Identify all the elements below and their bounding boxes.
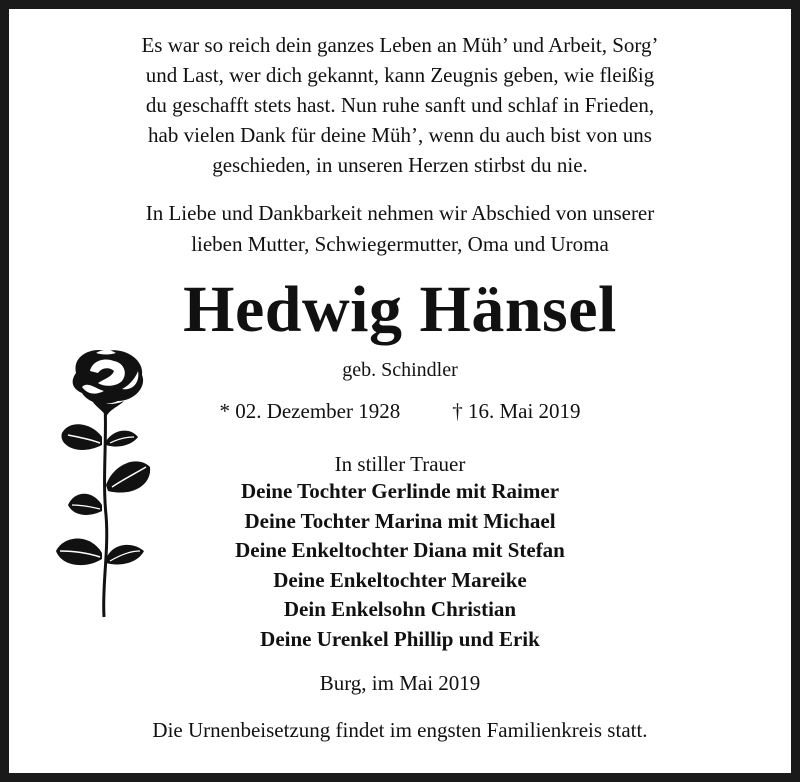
mourner-entry: Deine Tochter Gerlinde mit Raimer — [240, 479, 560, 503]
mourner-entry: Dein Enkelsohn Christian — [283, 597, 517, 621]
place-and-date: Burg, im Mai 2019 — [319, 671, 481, 695]
intro-line: lieben Mutter, Schwiegermutter, Oma und Uroma — [191, 232, 609, 256]
poem-line: hab vielen Dank für deine Müh’, wenn du auch bist von uns — [148, 123, 652, 147]
mourner-entry: Deine Urenkel Phillip und Erik — [260, 626, 540, 651]
rose-icon — [52, 345, 157, 620]
poem-line: du geschafft stets hast. Nun ruhe sanft und schlaf in Frieden, — [145, 93, 655, 117]
maiden-name: geb. Schindler — [342, 359, 458, 381]
burial-note: Die Urnenbeisetzung findet im engsten Familienkreis statt. — [152, 718, 648, 742]
mourning-heading: In stiller Trauer — [334, 452, 466, 476]
mourner-entry: Deine Enkeltochter Diana mit Stefan — [235, 538, 565, 562]
memorial-poem — [0, 30, 800, 180]
birth-date: * 02. Dezember 1928 — [219, 399, 401, 423]
farewell-intro — [0, 198, 800, 260]
deceased-name: Hedwig Hänsel — [183, 273, 617, 346]
intro-line: In Liebe und Dankbarkeit nehmen wir Abschied von unserer — [145, 201, 655, 225]
poem-line: geschieden, in unseren Herzen stirbst du nie. — [212, 153, 588, 177]
death-date: † 16. Mai 2019 — [452, 399, 581, 423]
poem-line: Es war so reich dein ganzes Leben an Müh’ und Arbeit, Sorg’ — [141, 33, 659, 57]
poem-line: und Last, wer dich gekannt, kann Zeugnis geben, wie fleißig — [145, 63, 655, 87]
mourner-entry: Deine Tochter Marina mit Michael — [244, 508, 556, 533]
mourner-entry: Deine Enkeltochter Mareike — [273, 567, 527, 592]
